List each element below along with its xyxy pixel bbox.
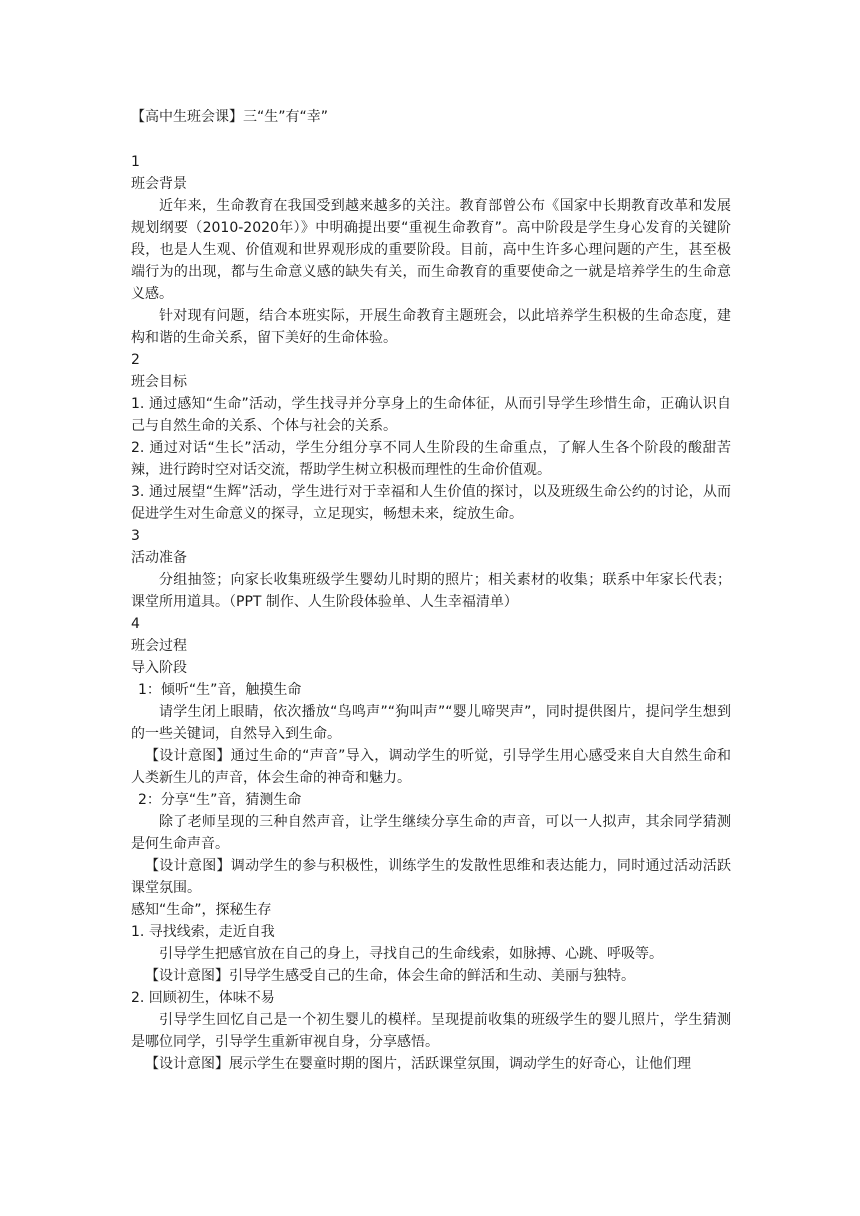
- section-number: 4: [131, 616, 140, 632]
- goal-item: 1. 通过感知“生命”活动，学生找寻并分享身上的生命体征，从而引导学生珍惜生命，正确认识自己与自然生命的关系、个体与社会的关系。: [131, 396, 731, 434]
- design-intent: 【设计意图】展示学生在婴童时期的图片，活跃课堂氛围，调动学生的好奇心，让他们理: [145, 1056, 691, 1072]
- design-intent: 【设计意图】调动学生的参与积极性，训练学生的发散性思维和表达能力，同时通过活动活跃课堂氛围。: [131, 858, 731, 896]
- goal-item: 3. 通过展望“生辉”活动，学生进行对于幸福和人生价值的探讨，以及班级生命公约的讨论，从而促进学生对生命意义的探寻，立足现实，畅想未来，绽放生命。: [131, 484, 731, 522]
- sub-title: 1. 寻找线索，走近自我: [131, 924, 275, 940]
- paragraph: 除了老师呈现的三种自然声音，让学生继续分享生命的声音，可以一人拟声，其余同学猜测是何生命声音。: [131, 814, 731, 852]
- paragraph: 近年来，生命教育在我国受到越来越多的关注。教育部曾公布《国家中长期教育改革和发展规划纲要（2010-2020年）》中明确提出要“重视生命教育”。高中阶段是学生身心发育的关键阶段，也是人生观、价值观和世界观形成的重要阶段。目前，高中生许多心理问题的产生，甚至极端行为的出现，都与生命意义感的缺失有关，而生命教育的重要使命之一就是培养学生的生命意义感。: [131, 198, 731, 302]
- design-intent: 【设计意图】通过生命的“声音”导入，调动学生的听觉，引导学生用心感受来自大自然生命和人类新生儿的声音，体会生命的神奇和魅力。: [131, 748, 731, 786]
- stage-heading: 导入阶段: [131, 660, 187, 676]
- paragraph: 请学生闭上眼睛，依次播放“鸟鸣声”“狗叫声”“婴儿啼哭声”，同时提供图片，提问学生想到的一些关键词，自然导入到生命。: [131, 704, 731, 742]
- section-heading: 班会目标: [131, 374, 187, 390]
- stage-heading: 感知“生命”，探秘生存: [131, 902, 272, 918]
- step-title: 2：分享“生”音，猜测生命: [138, 792, 302, 808]
- paragraph: 针对现有问题，结合本班实际，开展生命教育主题班会，以此培养学生积极的生命态度，建构和谐的生命关系，留下美好的生命体验。: [131, 308, 731, 346]
- sub-title: 2. 回顾初生，体味不易: [131, 990, 275, 1006]
- section-number: 1: [131, 154, 140, 170]
- step-title: 1：倾听“生”音，触摸生命: [138, 682, 302, 698]
- paragraph: 引导学生把感官放在自己的身上，寻找自己的生命线索，如脉搏、心跳、呼吸等。: [159, 946, 663, 962]
- goal-item: 2. 通过对话“生长”活动，学生分组分享不同人生阶段的生命重点，了解人生各个阶段的酸甜苦辣，进行跨时空对话交流，帮助学生树立积极而理性的生命价值观。: [131, 440, 731, 478]
- section-heading: 班会背景: [131, 176, 187, 192]
- section-heading: 活动准备: [131, 550, 187, 566]
- design-intent: 【设计意图】引导学生感受自己的生命，体会生命的鲜活和生动、美丽与独特。: [145, 968, 635, 984]
- section-heading: 班会过程: [131, 638, 187, 654]
- paragraph: 分组抽签；向家长收集班级学生婴幼儿时期的照片；相关素材的收集；联系中年家长代表；课堂所用道具。（PPT 制作、人生阶段体验单、人生幸福清单）: [131, 572, 731, 610]
- section-number: 2: [131, 352, 140, 368]
- paragraph: 引导学生回忆自己是一个初生婴儿的模样。呈现提前收集的班级学生的婴儿照片，学生猜测是哪位同学，引导学生重新审视自身，分享感悟。: [131, 1012, 731, 1050]
- document-title: 【高中生班会课】三“生”有“幸”: [131, 109, 329, 125]
- section-number: 3: [131, 528, 140, 544]
- document-body: [131, 151, 731, 1075]
